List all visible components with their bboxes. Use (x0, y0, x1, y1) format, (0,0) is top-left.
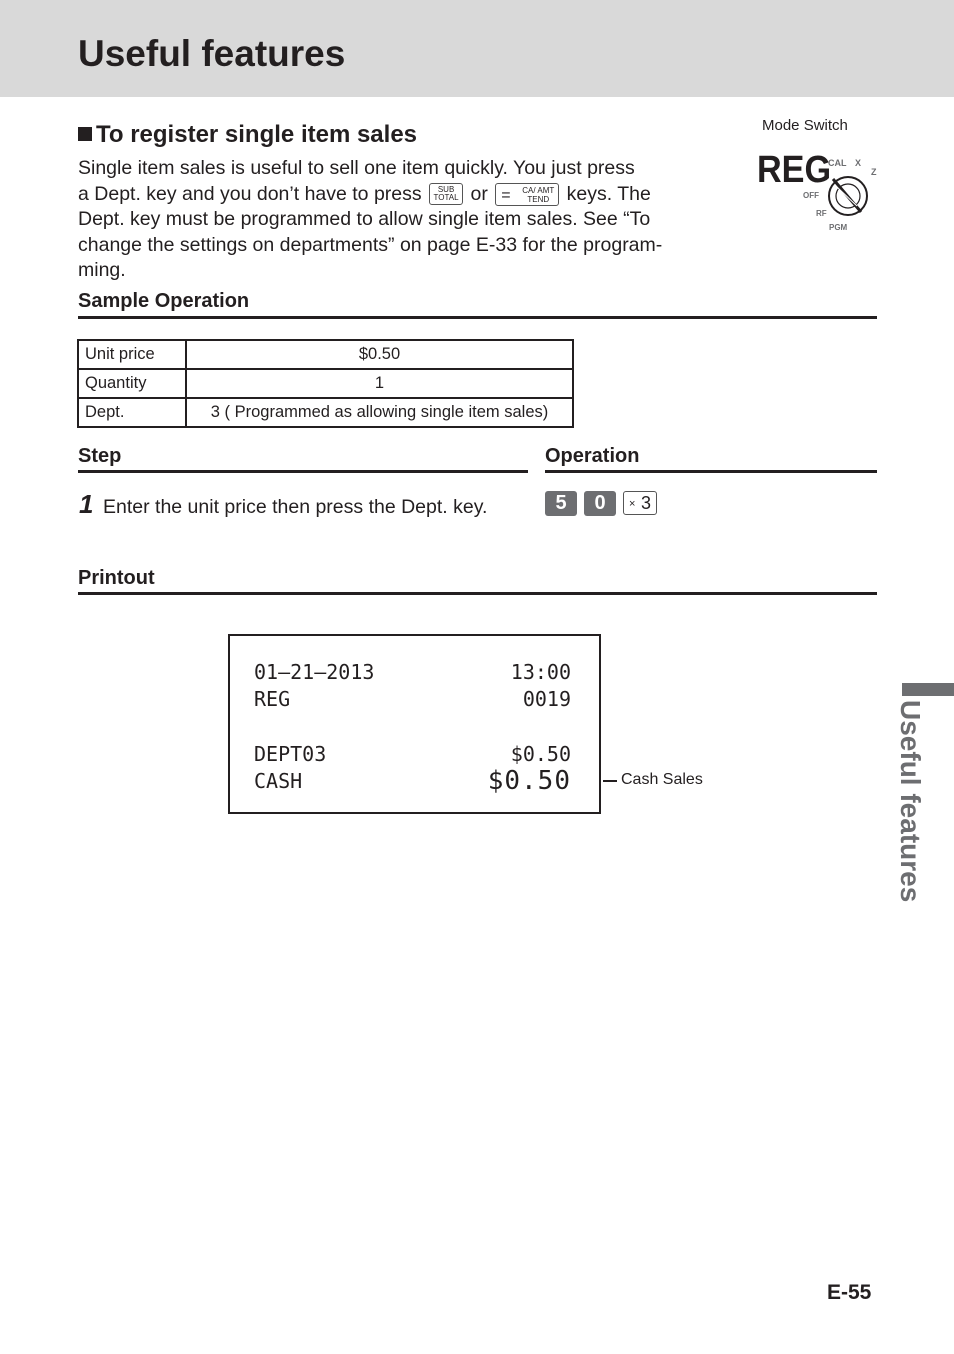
step-number: 1 (79, 489, 94, 519)
receipt-line: CASH $0.50 (254, 766, 571, 796)
intro-paragraph: Single item sales is useful to sell one item quickly. You just press a Dept. key and you don’t have to press SUB TOTAL or = CA/ AMT TEND keys. The Dept. key must be programmed to allow single item sales. See “To change the settings on departments” on page E-33 for the program- ming. (78, 157, 663, 281)
key-5-icon: 5 (545, 491, 577, 516)
receipt-line: 01–21–2013 13:00 (254, 660, 571, 684)
mode-reg-text: REG (757, 147, 832, 191)
sample-table (77, 339, 574, 428)
receipt-line: DEPT03 $0.50 (254, 742, 571, 766)
operation-heading: Operation (545, 445, 640, 467)
square-bullet-icon (78, 127, 92, 141)
mode-pgm-text: PGM (829, 223, 848, 232)
step-heading: Step (78, 445, 122, 467)
receipt-line: REG 0019 (254, 687, 571, 711)
page-number: E-55 (827, 1281, 872, 1304)
divider (545, 470, 877, 473)
ca-amt-tend-key-icon: = CA/ AMT TEND (495, 183, 559, 206)
divider (78, 470, 528, 473)
table-row: Dept. 3 ( Programmed as allowing single item sales) (78, 398, 573, 427)
mode-switch-label: Mode Switch (762, 117, 848, 134)
divider (78, 592, 877, 595)
side-tab-label: Useful features (895, 700, 926, 903)
mode-x-text: X (855, 158, 862, 168)
table-row: Unit price $0.50 (78, 340, 573, 369)
receipt (228, 634, 601, 814)
mode-rf-text: RF (816, 209, 827, 218)
table-row: Quantity 1 (78, 369, 573, 398)
side-tab-marker (902, 683, 954, 696)
printout-heading: Printout (78, 567, 155, 589)
mode-off-text: OFF (803, 191, 819, 200)
key-0-icon: 0 (584, 491, 616, 516)
subtotal-key-icon: SUB TOTAL (429, 183, 463, 205)
step-text: Enter the unit price then press the Dept. key. (103, 496, 488, 518)
callout-leader (603, 780, 617, 782)
mode-z-text: Z (871, 167, 877, 177)
mode-switch-icon (757, 146, 882, 238)
mode-cal-text: CAL (828, 158, 847, 168)
dept-3-key-icon: × 3 (623, 491, 657, 515)
section-title: To register single item sales (78, 120, 417, 150)
page-header (0, 0, 954, 97)
divider (78, 316, 877, 319)
cash-sales-callout: Cash Sales (621, 771, 703, 788)
page-title: Useful features (78, 33, 346, 74)
sample-operation-heading: Sample Operation (78, 290, 250, 312)
